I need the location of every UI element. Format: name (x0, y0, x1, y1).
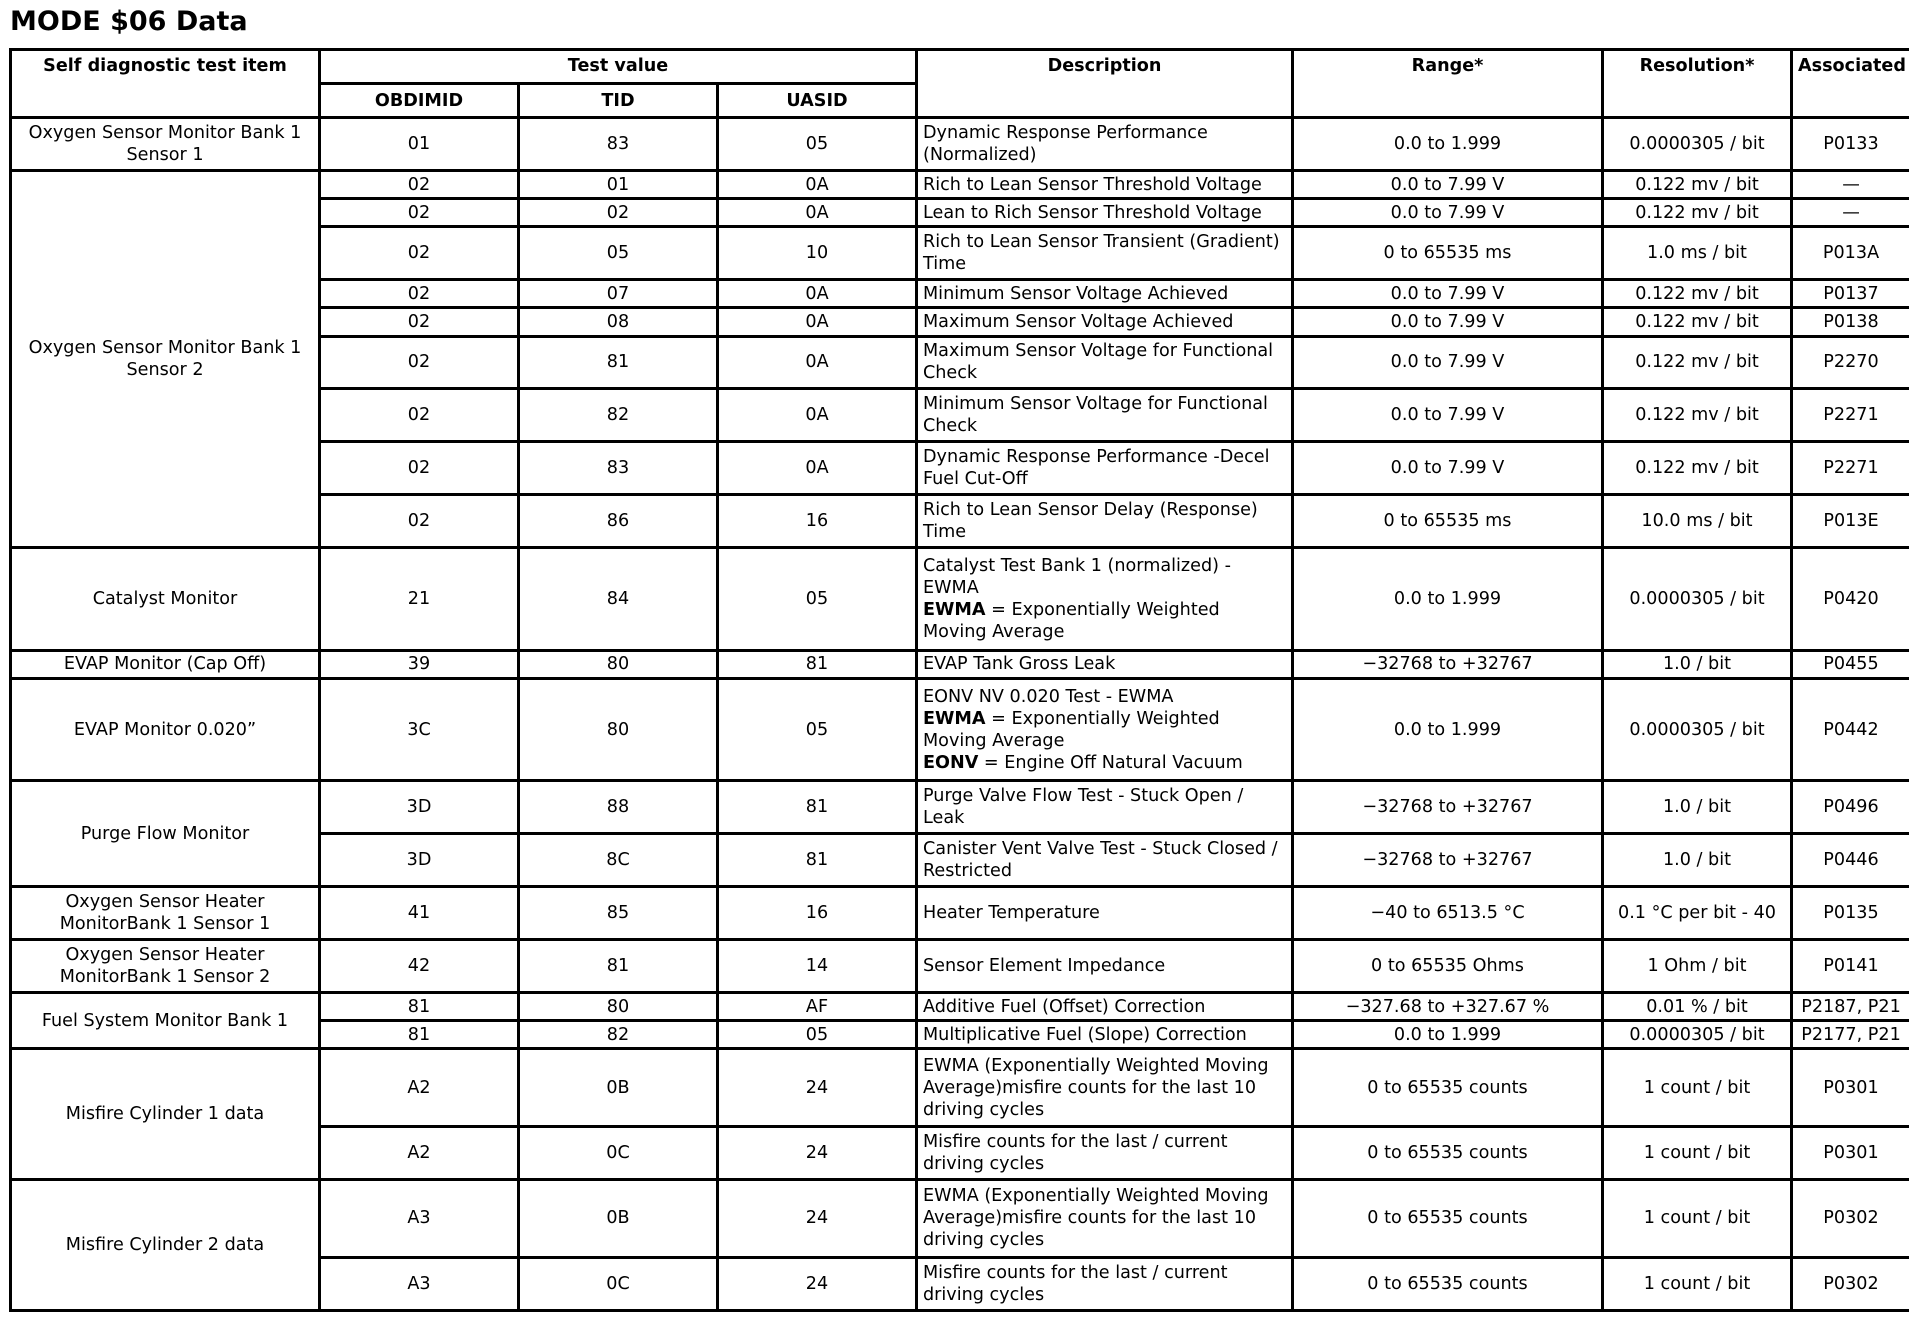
cell-resolution: 0.122 mv / bit (1603, 280, 1792, 308)
description-text: EWMA (Exponentially Weighted Moving Average)misfire counts for the last 10 driving cycles (923, 1055, 1269, 1120)
cell-associated: P0496 (1792, 781, 1910, 834)
cell-test-item: Oxygen Sensor Heater MonitorBank 1 Sensor 2 (11, 940, 320, 993)
cell-obdmid: 3C (320, 678, 519, 781)
table-body (11, 118, 1910, 1311)
cell-uasid: 16 (718, 495, 917, 548)
cell-uasid: AF (718, 993, 917, 1021)
description-text: Dynamic Response Performance -Decel Fuel Cut-Off (923, 447, 1270, 490)
description-text: Dynamic Response Performance (Normalized) (923, 122, 1208, 165)
table-row (11, 650, 1910, 678)
table-row (11, 678, 1910, 781)
cell-description (917, 1049, 1293, 1127)
cell-resolution: 0.0000305 / bit (1603, 678, 1792, 781)
cell-description (917, 834, 1293, 887)
cell-description (917, 118, 1293, 171)
header-uasid: UASID (718, 84, 917, 118)
description-text: Misfire counts for the last / current driving cycles (923, 1132, 1228, 1175)
cell-resolution: 0.122 mv / bit (1603, 199, 1792, 227)
cell-obdmid: 3D (320, 834, 519, 887)
cell-range: 0 to 65535 counts (1293, 1180, 1603, 1258)
cell-obdmid: 39 (320, 650, 519, 678)
cell-description (917, 887, 1293, 940)
cell-description (917, 1127, 1293, 1180)
cell-associated: P0137 (1792, 280, 1910, 308)
cell-range: 0 to 65535 ms (1293, 495, 1603, 548)
cell-tid: 02 (519, 199, 718, 227)
cell-range: 0.0 to 7.99 V (1293, 442, 1603, 495)
cell-tid: 0C (519, 1257, 718, 1310)
cell-obdmid: A3 (320, 1257, 519, 1310)
description-text: Minimum Sensor Voltage for Functional Check (923, 394, 1268, 437)
cell-obdmid: 81 (320, 1021, 519, 1049)
description-text: Misfire counts for the last / current driving cycles (923, 1262, 1228, 1305)
cell-uasid: 24 (718, 1257, 917, 1310)
description-note (923, 599, 1286, 643)
table-row (11, 781, 1910, 834)
cell-tid: 83 (519, 442, 718, 495)
cell-tid: 0B (519, 1180, 718, 1258)
cell-resolution: 1.0 / bit (1603, 650, 1792, 678)
mode06-table-container (9, 48, 1909, 1312)
cell-uasid: 05 (718, 548, 917, 651)
description-text: Maximum Sensor Voltage for Functional Check (923, 341, 1274, 384)
cell-resolution: 0.122 mv / bit (1603, 170, 1792, 198)
cell-resolution: 0.122 mv / bit (1603, 389, 1792, 442)
cell-associated: P0446 (1792, 834, 1910, 887)
cell-obdmid: 02 (320, 280, 519, 308)
cell-associated: P0302 (1792, 1180, 1910, 1258)
cell-resolution: 0.0000305 / bit (1603, 1021, 1792, 1049)
table-row (11, 1049, 1910, 1127)
cell-tid: 85 (519, 887, 718, 940)
description-text: Catalyst Test Bank 1 (normalized) - EWMA (923, 556, 1231, 598)
cell-tid: 0B (519, 1049, 718, 1127)
cell-uasid: 14 (718, 940, 917, 993)
description-text: Rich to Lean Sensor Delay (Response) Time (923, 500, 1258, 543)
cell-range: −327.68 to +327.67 % (1293, 993, 1603, 1021)
cell-test-item: Oxygen Sensor Monitor Bank 1 Sensor 1 (11, 118, 320, 171)
cell-tid: 82 (519, 389, 718, 442)
cell-range: 0.0 to 1.999 (1293, 1021, 1603, 1049)
note-term: EONV (923, 752, 979, 773)
page-title: MODE $06 Data (10, 6, 248, 37)
cell-range: 0.0 to 7.99 V (1293, 389, 1603, 442)
cell-tid: 0C (519, 1127, 718, 1180)
cell-obdmid: 02 (320, 442, 519, 495)
cell-uasid: 24 (718, 1127, 917, 1180)
cell-associated: P0141 (1792, 940, 1910, 993)
cell-description (917, 678, 1293, 781)
cell-obdmid: 41 (320, 887, 519, 940)
cell-uasid: 24 (718, 1049, 917, 1127)
cell-obdmid: 3D (320, 781, 519, 834)
cell-associated: P2187, P21 (1792, 993, 1910, 1021)
cell-tid: 01 (519, 170, 718, 198)
cell-test-item: Misfire Cylinder 1 data (11, 1049, 320, 1180)
cell-range: −32768 to +32767 (1293, 781, 1603, 834)
table-row (11, 118, 1910, 171)
cell-obdmid: 02 (320, 170, 519, 198)
note-text: = Exponentially Weighted Moving Average (923, 708, 1220, 751)
note-text: = Exponentially Weighted Moving Average (923, 600, 1220, 642)
table-row (11, 548, 1910, 651)
description-text: EVAP Tank Gross Leak (923, 654, 1116, 675)
table-row (11, 993, 1910, 1021)
cell-obdmid: 21 (320, 548, 519, 651)
cell-obdmid: 01 (320, 118, 519, 171)
cell-test-item: Catalyst Monitor (11, 548, 320, 651)
cell-description (917, 170, 1293, 198)
cell-obdmid: 02 (320, 308, 519, 336)
cell-associated: P0302 (1792, 1257, 1910, 1310)
cell-uasid: 0A (718, 199, 917, 227)
table-row (11, 1180, 1910, 1258)
cell-associated: P0301 (1792, 1049, 1910, 1127)
cell-uasid: 05 (718, 678, 917, 781)
cell-resolution: 0.122 mv / bit (1603, 336, 1792, 389)
cell-obdmid: 02 (320, 199, 519, 227)
cell-resolution: 0.122 mv / bit (1603, 442, 1792, 495)
header-resolution: Resolution* (1603, 50, 1792, 118)
cell-obdmid: 02 (320, 227, 519, 280)
cell-associated: P2271 (1792, 442, 1910, 495)
cell-description (917, 280, 1293, 308)
header-description: Description (917, 50, 1293, 118)
description-text: EONV NV 0.020 Test - EWMA (923, 686, 1174, 707)
cell-tid: 83 (519, 118, 718, 171)
cell-obdmid: A2 (320, 1127, 519, 1180)
description-text: Heater Temperature (923, 903, 1100, 924)
cell-range: −32768 to +32767 (1293, 834, 1603, 887)
cell-resolution: 10.0 ms / bit (1603, 495, 1792, 548)
description-text: Multiplicative Fuel (Slope) Correction (923, 1024, 1247, 1045)
cell-description (917, 993, 1293, 1021)
cell-associated: P0420 (1792, 548, 1910, 651)
table-row (11, 940, 1910, 993)
cell-associated: P2177, P21 (1792, 1021, 1910, 1049)
cell-tid: 80 (519, 678, 718, 781)
description-note (923, 752, 1286, 774)
cell-resolution: 0.01 % / bit (1603, 993, 1792, 1021)
cell-range: 0.0 to 1.999 (1293, 118, 1603, 171)
cell-obdmid: 02 (320, 389, 519, 442)
cell-description (917, 227, 1293, 280)
cell-associated: P0138 (1792, 308, 1910, 336)
cell-uasid: 81 (718, 834, 917, 887)
cell-resolution: 0.122 mv / bit (1603, 308, 1792, 336)
cell-range: 0 to 65535 counts (1293, 1049, 1603, 1127)
cell-range: 0.0 to 7.99 V (1293, 170, 1603, 198)
cell-resolution: 1.0 / bit (1603, 834, 1792, 887)
cell-range: 0 to 65535 counts (1293, 1257, 1603, 1310)
cell-associated: P2271 (1792, 389, 1910, 442)
cell-associated: P2270 (1792, 336, 1910, 389)
cell-tid: 8C (519, 834, 718, 887)
description-text: EWMA (Exponentially Weighted Moving Average)misfire counts for the last 10 driving cycles (923, 1186, 1269, 1251)
description-text: Minimum Sensor Voltage Achieved (923, 283, 1229, 304)
cell-test-item: EVAP Monitor (Cap Off) (11, 650, 320, 678)
cell-tid: 81 (519, 336, 718, 389)
cell-tid: 88 (519, 781, 718, 834)
cell-tid: 80 (519, 993, 718, 1021)
cell-description (917, 1021, 1293, 1049)
cell-obdmid: 02 (320, 336, 519, 389)
cell-obdmid: A3 (320, 1180, 519, 1258)
cell-uasid: 0A (718, 280, 917, 308)
cell-description (917, 199, 1293, 227)
cell-associated: — (1792, 170, 1910, 198)
cell-test-item: Oxygen Sensor Monitor Bank 1 Sensor 2 (11, 170, 320, 547)
cell-uasid: 0A (718, 308, 917, 336)
description-text: Additive Fuel (Offset) Correction (923, 996, 1206, 1017)
cell-resolution: 0.0000305 / bit (1603, 118, 1792, 171)
cell-tid: 82 (519, 1021, 718, 1049)
header-test-value: Test value (320, 50, 917, 84)
cell-uasid: 0A (718, 389, 917, 442)
cell-uasid: 81 (718, 781, 917, 834)
cell-description (917, 548, 1293, 651)
cell-range: 0 to 65535 counts (1293, 1127, 1603, 1180)
cell-description (917, 442, 1293, 495)
cell-obdmid: 81 (320, 993, 519, 1021)
cell-tid: 08 (519, 308, 718, 336)
cell-uasid: 10 (718, 227, 917, 280)
description-text: Purge Valve Flow Test - Stuck Open / Leak (923, 786, 1244, 829)
cell-test-item: Misfire Cylinder 2 data (11, 1180, 320, 1311)
table-row (11, 887, 1910, 940)
cell-associated: — (1792, 199, 1910, 227)
cell-range: 0.0 to 7.99 V (1293, 280, 1603, 308)
cell-range: 0.0 to 7.99 V (1293, 308, 1603, 336)
cell-tid: 81 (519, 940, 718, 993)
cell-resolution: 1.0 ms / bit (1603, 227, 1792, 280)
cell-description (917, 308, 1293, 336)
cell-obdmid: 02 (320, 495, 519, 548)
description-text: Canister Vent Valve Test - Stuck Closed / Restricted (923, 839, 1278, 882)
cell-range: −32768 to +32767 (1293, 650, 1603, 678)
cell-description (917, 389, 1293, 442)
cell-obdmid: A2 (320, 1049, 519, 1127)
description-text: Rich to Lean Sensor Threshold Voltage (923, 174, 1262, 195)
cell-uasid: 81 (718, 650, 917, 678)
cell-range: 0.0 to 1.999 (1293, 678, 1603, 781)
cell-description (917, 495, 1293, 548)
cell-resolution: 1 count / bit (1603, 1049, 1792, 1127)
header-associated: Associated (1792, 50, 1910, 118)
note-term: EWMA (923, 708, 986, 729)
cell-resolution: 0.1 °C per bit - 40 (1603, 887, 1792, 940)
cell-resolution: 1 count / bit (1603, 1127, 1792, 1180)
cell-associated: P0135 (1792, 887, 1910, 940)
cell-resolution: 0.0000305 / bit (1603, 548, 1792, 651)
cell-resolution: 1.0 / bit (1603, 781, 1792, 834)
cell-associated: P0455 (1792, 650, 1910, 678)
table-row (11, 170, 1910, 198)
cell-range: 0 to 65535 Ohms (1293, 940, 1603, 993)
cell-description (917, 1180, 1293, 1258)
cell-range: −40 to 6513.5 °C (1293, 887, 1603, 940)
cell-uasid: 0A (718, 336, 917, 389)
note-term: EWMA (923, 600, 986, 620)
cell-uasid: 0A (718, 442, 917, 495)
cell-uasid: 16 (718, 887, 917, 940)
cell-uasid: 05 (718, 118, 917, 171)
cell-associated: P0442 (1792, 678, 1910, 781)
header-item: Self diagnostic test item (11, 50, 320, 118)
cell-tid: 80 (519, 650, 718, 678)
mode06-table (9, 48, 1909, 1312)
cell-uasid: 24 (718, 1180, 917, 1258)
cell-tid: 86 (519, 495, 718, 548)
cell-resolution: 1 Ohm / bit (1603, 940, 1792, 993)
cell-obdmid: 42 (320, 940, 519, 993)
cell-uasid: 0A (718, 170, 917, 198)
header-tid: TID (519, 84, 718, 118)
cell-resolution: 1 count / bit (1603, 1180, 1792, 1258)
cell-range: 0.0 to 1.999 (1293, 548, 1603, 651)
cell-range: 0 to 65535 ms (1293, 227, 1603, 280)
cell-tid: 05 (519, 227, 718, 280)
cell-description (917, 1257, 1293, 1310)
cell-resolution: 1 count / bit (1603, 1257, 1792, 1310)
header-obdmid: OBDIMID (320, 84, 519, 118)
cell-range: 0.0 to 7.99 V (1293, 336, 1603, 389)
description-text: Sensor Element Impedance (923, 956, 1166, 977)
note-text: = Engine Off Natural Vacuum (978, 752, 1243, 773)
cell-uasid: 05 (718, 1021, 917, 1049)
cell-test-item: EVAP Monitor 0.020” (11, 678, 320, 781)
cell-tid: 07 (519, 280, 718, 308)
cell-test-item: Oxygen Sensor Heater MonitorBank 1 Sensor 1 (11, 887, 320, 940)
description-note (923, 708, 1286, 752)
cell-tid: 84 (519, 548, 718, 651)
description-text: Maximum Sensor Voltage Achieved (923, 311, 1234, 332)
cell-test-item: Purge Flow Monitor (11, 781, 320, 887)
cell-associated: P013E (1792, 495, 1910, 548)
cell-description (917, 940, 1293, 993)
cell-associated: P0133 (1792, 118, 1910, 171)
cell-associated: P013A (1792, 227, 1910, 280)
cell-range: 0.0 to 7.99 V (1293, 199, 1603, 227)
description-text: Lean to Rich Sensor Threshold Voltage (923, 202, 1262, 223)
cell-description (917, 781, 1293, 834)
cell-description (917, 336, 1293, 389)
header-range: Range* (1293, 50, 1603, 118)
cell-associated: P0301 (1792, 1127, 1910, 1180)
description-text: Rich to Lean Sensor Transient (Gradient) Time (923, 232, 1280, 275)
header-row (11, 50, 1910, 84)
cell-description (917, 650, 1293, 678)
cell-test-item: Fuel System Monitor Bank 1 (11, 993, 320, 1049)
